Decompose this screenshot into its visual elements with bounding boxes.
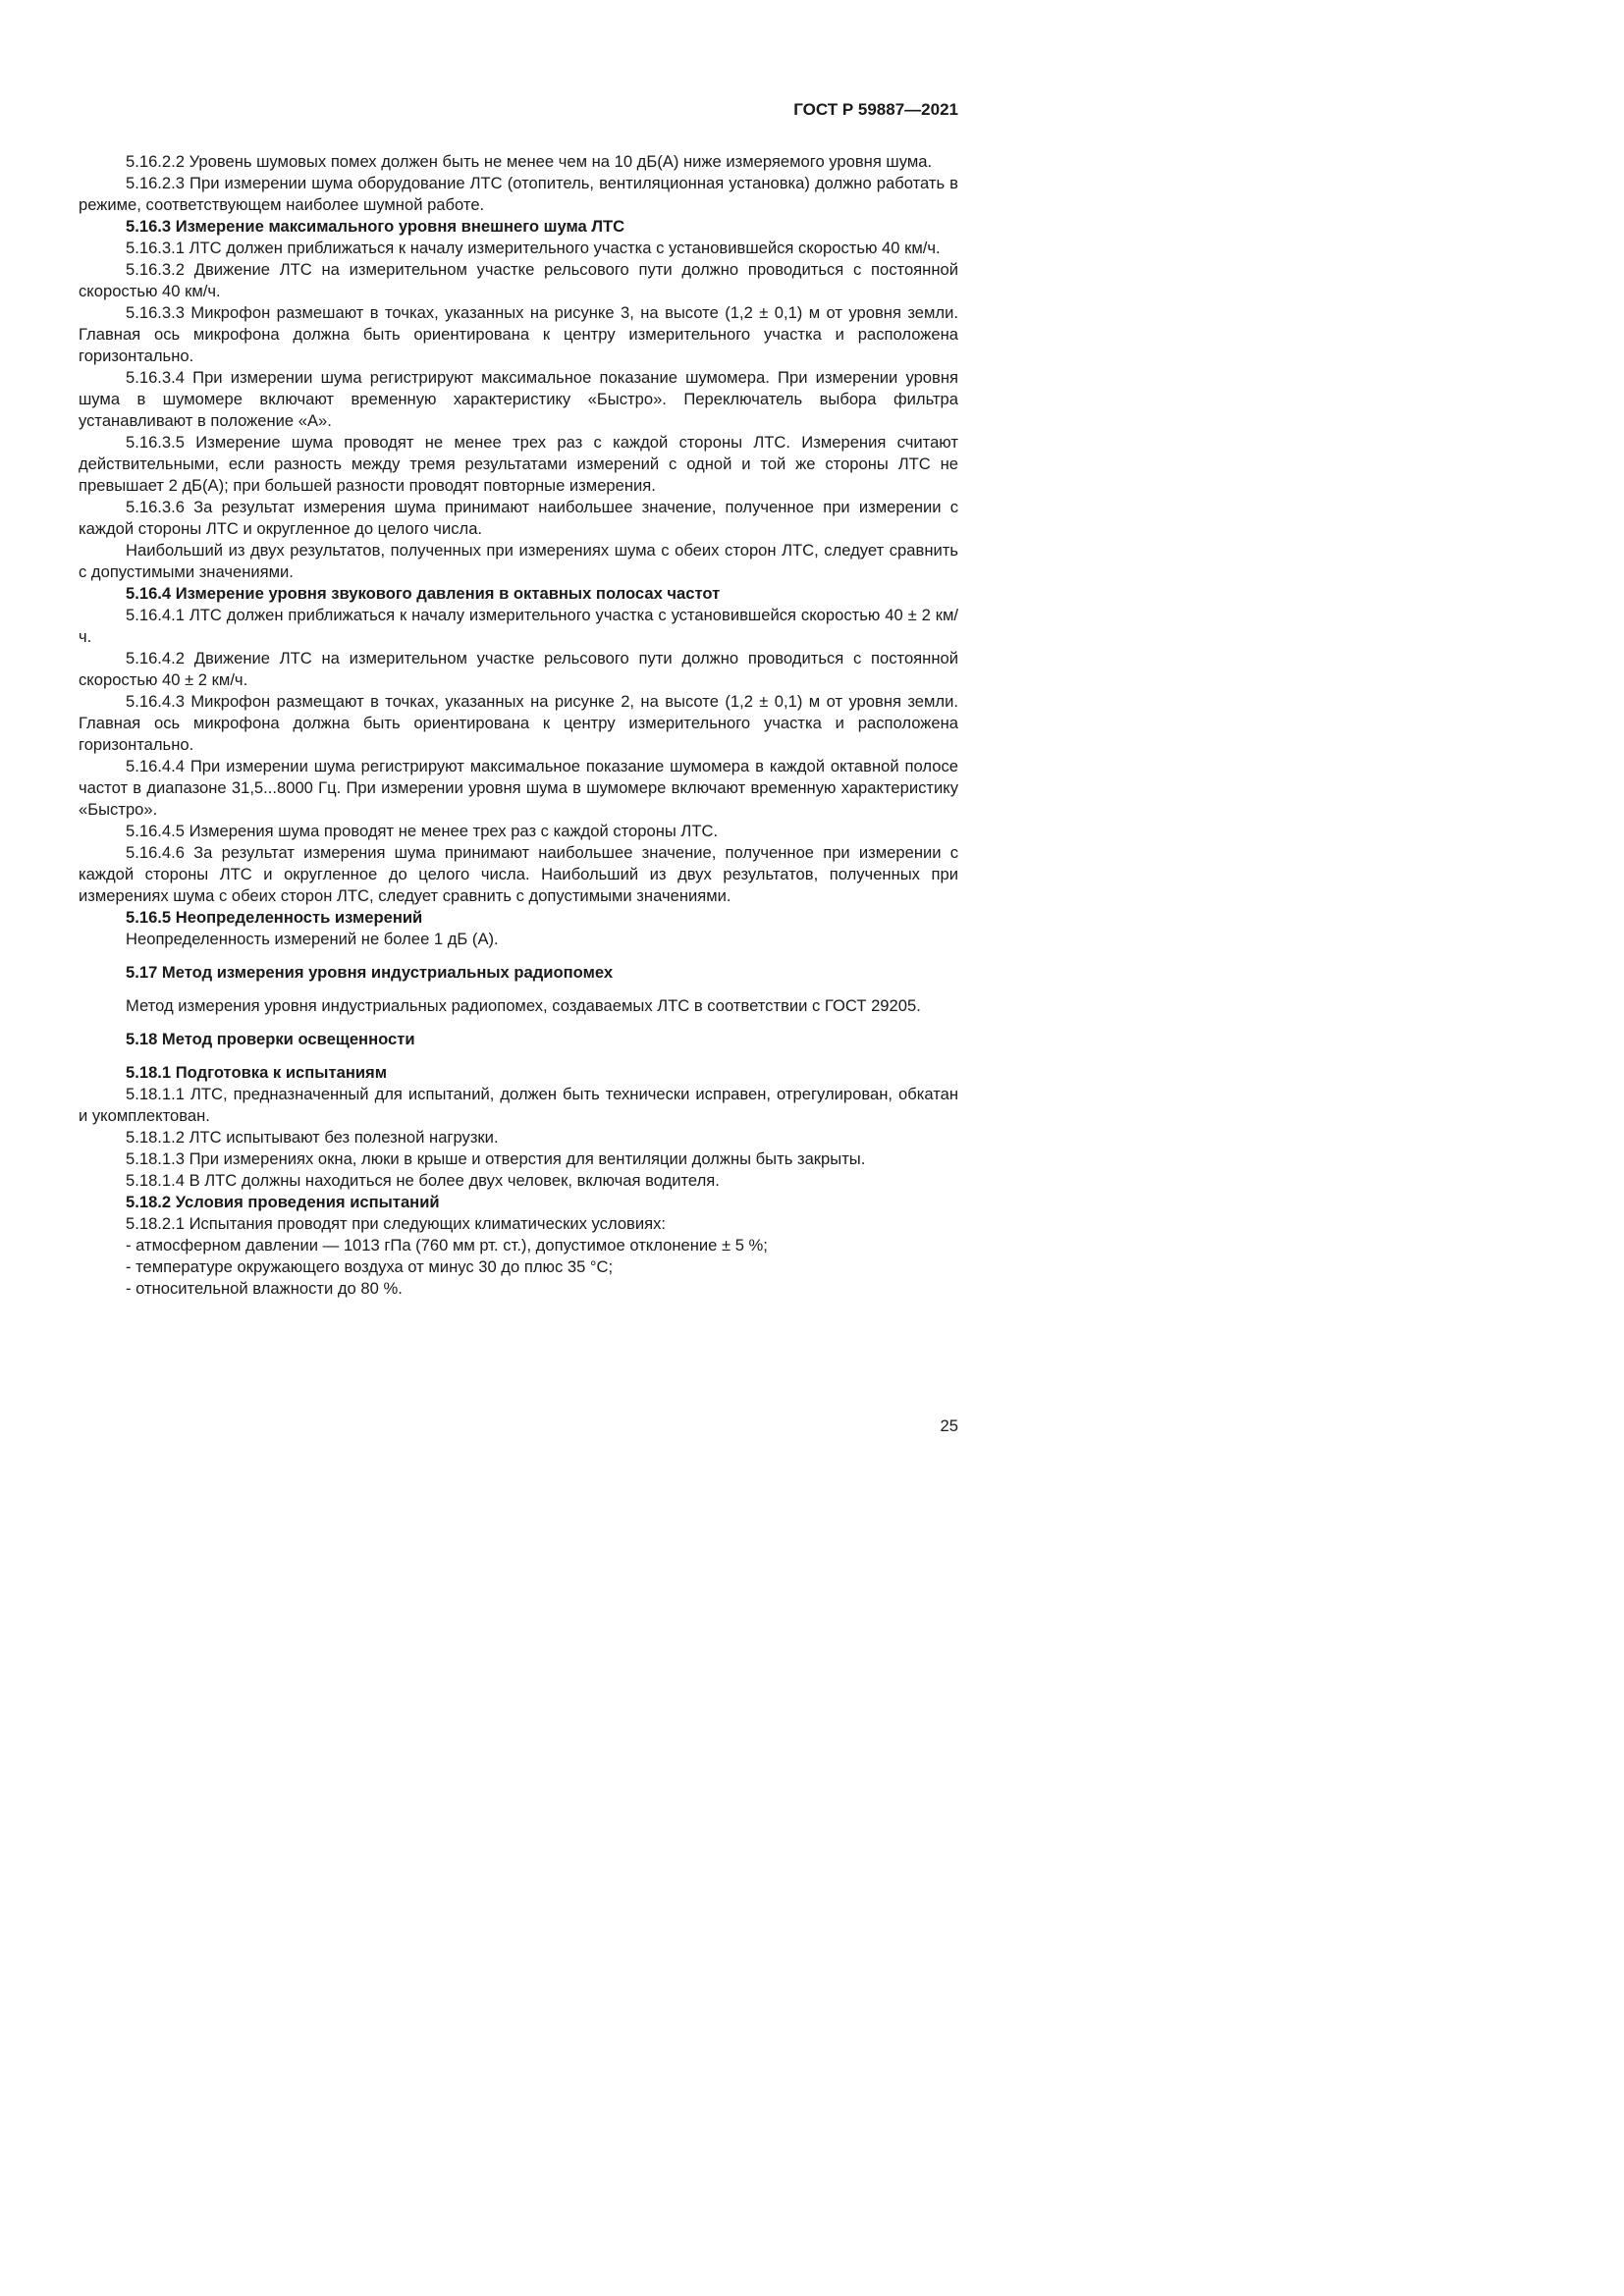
paragraph-5-16-2-3: 5.16.2.3 При измерении шума оборудование ЛТС (отопитель, вентиляционная установка) должно работать в режиме, соответствующем наиболее шумной работе. (79, 174, 958, 214)
heading-5-18: 5.18 Метод проверки освещенности (126, 1030, 415, 1048)
paragraph-5-18-1-1: 5.18.1.1 ЛТС, предназначенный для испытаний, должен быть технически исправен, отрегулирован, обкатан и укомплектован. (79, 1085, 958, 1125)
heading-5-16-4: 5.16.4 Измерение уровня звукового давления в октавных полосах частот (126, 584, 721, 603)
paragraph-5-16-3-1: 5.16.3.1 ЛТС должен приближаться к началу измерительного участка с установившейся скоростью 40 км/ч. (126, 239, 941, 257)
paragraph-5-16-3-5: 5.16.3.5 Измерение шума проводят не менее трех раз с каждой стороны ЛТС. Измерения считают действительными, если разность между тремя результатами измерений с одной и той же стороны ЛТС не превышает 2 дБ(А); при большей разности проводят повторные измерения. (79, 433, 958, 495)
document-body (79, 151, 958, 1300)
list-item-temperature: - температуре окружающего воздуха от минус 30 до плюс 35 °С; (126, 1257, 614, 1276)
paragraph-5-16-4-5: 5.16.4.5 Измерения шума проводят не менее трех раз с каждой стороны ЛТС. (126, 822, 719, 840)
paragraph-5-16-4-1: 5.16.4.1 ЛТС должен приближаться к началу измерительного участка с установившейся скоростью 40 ± 2 км/ч. (79, 606, 958, 646)
list-item-pressure: - атмосферном давлении — 1013 гПа (760 мм рт. ст.), допустимое отклонение ± 5 %; (126, 1236, 768, 1255)
paragraph-5-18-1-4: 5.18.1.4 В ЛТС должны находиться не более двух человек, включая водителя. (126, 1171, 720, 1190)
paragraph-comparison: Наибольший из двух результатов, полученных при измерениях шума с обеих сторон ЛТС, следует сравнить с допустимыми значениями. (79, 541, 958, 581)
document-page (0, 0, 1080, 1526)
page-number: 25 (940, 1416, 958, 1435)
paragraph-5-16-4-2: 5.16.4.2 Движение ЛТС на измерительном участке рельсового пути должно проводиться с постоянной скоростью 40 ± 2 км/ч. (79, 649, 958, 689)
document-code-header: ГОСТ Р 59887—2021 (793, 100, 958, 119)
heading-5-18-2: 5.18.2 Условия проведения испытаний (126, 1193, 440, 1211)
paragraph-5-18-1-3: 5.18.1.3 При измерениях окна, люки в крыше и отверстия для вентиляции должны быть закрыты. (126, 1149, 866, 1168)
paragraph-5-18-1-2: 5.18.1.2 ЛТС испытывают без полезной нагрузки. (126, 1128, 499, 1147)
paragraph-radio-interference: Метод измерения уровня индустриальных радиопомех, создаваемых ЛТС в соответствии с ГОСТ 29205. (126, 996, 921, 1015)
paragraph-5-16-2-2: 5.16.2.2 Уровень шумовых помех должен быть не менее чем на 10 дБ(А) ниже измеряемого уровня шума. (126, 152, 933, 171)
paragraph-uncertainty: Неопределенность измерений не более 1 дБ (А). (126, 930, 499, 948)
heading-5-16-5: 5.16.5 Неопределенность измерений (126, 908, 423, 927)
paragraph-5-16-4-4: 5.16.4.4 При измерении шума регистрируют максимальное показание шумомера в каждой октавной полосе частот в диапазоне 31,5...8000 Гц. При измерении уровня шума в шумомере включают временную характеристику «Быстро». (79, 757, 958, 819)
paragraph-5-16-3-3: 5.16.3.3 Микрофон размешают в точках, указанных на рисунке 3, на высоте (1,2 ± 0,1) м от уровня земли. Главная ось микрофона должна быть ориентирована к центру измерительного участка и расположена горизонтально. (79, 303, 958, 365)
list-item-humidity: - относительной влажности до 80 %. (126, 1279, 403, 1298)
heading-5-18-1: 5.18.1 Подготовка к испытаниям (126, 1063, 388, 1082)
paragraph-5-16-3-2: 5.16.3.2 Движение ЛТС на измерительном участке рельсового пути должно проводиться с постоянной скоростью 40 км/ч. (79, 260, 958, 300)
paragraph-5-16-4-6: 5.16.4.6 За результат измерения шума принимают наибольшее значение, полученное при измерении с каждой стороны ЛТС и округленное до целого числа. Наибольший из двух результатов, полученных при измерениях шума с обеих сторон ЛТС, следует сравнить с допустимыми значениями. (79, 843, 958, 905)
paragraph-5-18-2-1: 5.18.2.1 Испытания проводят при следующих климатических условиях: (126, 1214, 667, 1233)
paragraph-5-16-3-4: 5.16.3.4 При измерении шума регистрируют максимальное показание шумомера. При измерении уровня шума в шумомере включают временную характеристику «Быстро». Переключатель выбора фильтра устанавливают в положение «А». (79, 368, 958, 430)
paragraph-5-16-3-6: 5.16.3.6 За результат измерения шума принимают наибольшее значение, полученное при измерении с каждой стороны ЛТС и округленное до целого числа. (79, 498, 958, 538)
heading-5-16-3: 5.16.3 Измерение максимального уровня внешнего шума ЛТС (126, 217, 625, 236)
paragraph-5-16-4-3: 5.16.4.3 Микрофон размещают в точках, указанных на рисунке 2, на высоте (1,2 ± 0,1) м от уровня земли. Главная ось микрофона должна быть ориентирована к центру измерительного участка и расположена горизонтально. (79, 692, 958, 754)
heading-5-17: 5.17 Метод измерения уровня индустриальных радиопомех (126, 963, 614, 982)
